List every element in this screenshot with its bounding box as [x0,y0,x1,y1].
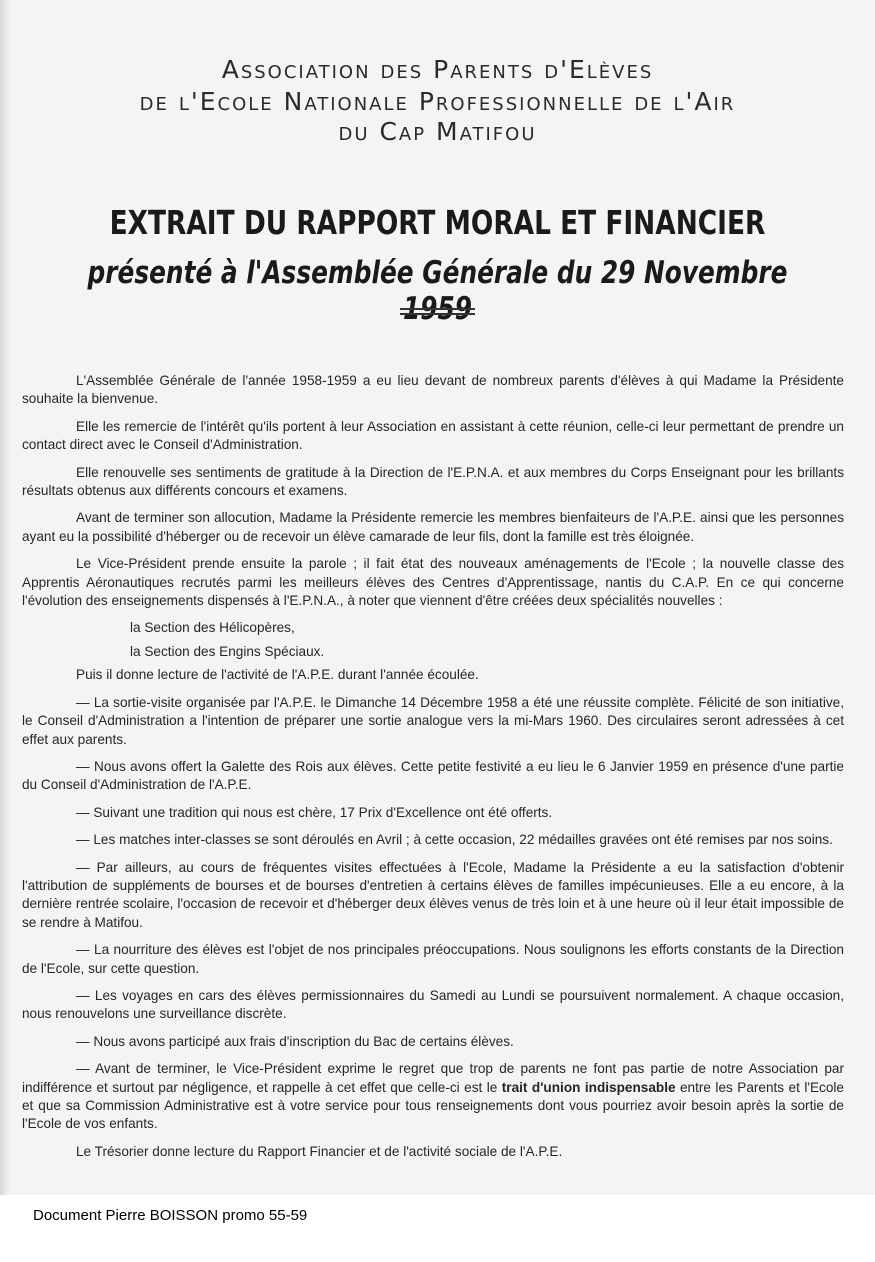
paragraph: Le Trésorier donne lecture du Rapport Financier et de l'activité sociale de l'A.P.E. [76,1143,563,1159]
association-name-line-2: de l'Ecole Nationale Professionnelle de l'Air [139,87,736,116]
association-name-line-3: du Cap Matifou [338,117,537,146]
paragraph: — Par ailleurs, au cours de fréquentes visites effectuées à l'Ecole, Madame la Présidente a eu la satisfaction d'obtenir l'attribution de suppléments de bourses et de bourses d'entretien à certains élèves de familles impécunieuses. Elle a eu encore, à la dernière rentrée scolaire, l'occasion de recevoir et d'héberger deux élèves venus de très loin et à une heure où il leur était impossible de se rendre à Matifou. [22,859,844,930]
page-bottom-margin [0,1195,875,1262]
paragraph: Le Vice-Président prende ensuite la parole ; il fait état des nouveaux aménagements de l'Ecole ; la nouvelle classe des Apprentis Aéronautiques recrutés parmi les meilleurs élèves des Centres d'Apprentissage, nantis du C.A.P. En ce qui concerne l'évolution des enseignements dispensés à l'E.P.N.A., à noter que viennent d'être créées deux spécialités nouvelles : [22,556,844,609]
paragraph-text: entre les Parents et l'Ecole et que sa Commission Administrative est à votre service pour tous renseignements dont vous pourriez avoir besoin après la sortie de l'Ecole de vos enfants. [22,1079,844,1132]
paragraph-text: — Avant de terminer, le Vice-Président exprime le regret que trop de parents ne font pas partie de notre Association par indifférence et surtout par négligence, et rappelle à cet effet que celle-ci est le [22,1061,844,1095]
title-underline-bottom [400,313,475,315]
paragraph: Elle les remercie de l'intérêt qu'ils portent à leur Association en assistant à cette réunion, celle-ci leur permettant de prendre un contact direct avec le Conseil d'Administration. [22,418,844,453]
paragraph [22,1060,844,1134]
title-underline-top [400,308,475,310]
scan-shadow-edge [0,0,10,1200]
paragraph: — Les matches inter-classes se sont déroulés en Avril ; à cette occasion, 22 médailles gravées ont été remises par nos soins. [76,832,833,848]
paragraph: — La sortie-visite organisée par l'A.P.E. le Dimanche 14 Décembre 1958 a été une réussite complète. Félicité de son initiative, le Conseil d'Administration a l'intention de préparer une sortie analogue vers la mi-Mars 1960. Des circulaires seront adressées à cet effet aux parents. [22,694,844,747]
paragraph: L'Assemblée Générale de l'année 1958-1959 a eu lieu devant de nombreux parents d'élèves à qui Madame la Présidente souhaite la bienvenue. [22,373,844,407]
report-body [22,372,844,1170]
emphasis-text: trait d'union indispensable [501,1079,676,1095]
document-credit: Document Pierre BOISSON promo 55-59 [33,1207,308,1224]
paragraph: — Les voyages en cars des élèves permissionnaires du Samedi au Lundi se poursuivent normalement. A chaque occasion, nous renouvelons une surveillance discrète. [22,987,844,1022]
paragraph: — Suivant une tradition qui nous est chère, 17 Prix d'Excellence ont été offerts. [76,804,553,820]
paragraph: — Nous avons offert la Galette des Rois aux élèves. Cette petite festivité a eu lieu le 6 Janvier 1959 en présence d'une partie du Conseil d'Administration de l'A.P.E. [22,758,844,793]
paragraph: — La nourriture des élèves est l'objet de nos principales préoccupations. Nous soulignons les efforts constants de la Direction de l'Ecole, sur cette question. [22,942,844,976]
report-subtitle: présenté à l'Assemblée Générale du 29 Novembre [87,255,788,291]
report-title: EXTRAIT DU RAPPORT MORAL ET FINANCIER [109,203,766,242]
list-item: la Section des Engins Spéciaux. [130,643,325,659]
list-item: la Section des Hélicopères, [130,620,295,636]
paragraph: Avant de terminer son allocution, Madame la Présidente remercie les membres bienfaiteurs de l'A.P.E. ainsi que les personnes ayant eu la possibilité d'héberger ou de recevoir un élève camarade de leur fils, dont la famille est très éloignée. [22,510,844,544]
paragraph: Elle renouvelle ses sentiments de gratitude à la Direction de l'E.P.N.A. et aux membres du Corps Enseignant pour les brillants résultats obtenus aux différents concours et examens. [22,464,844,499]
paragraph: — Nous avons participé aux frais d'inscription du Bac de certains élèves. [76,1033,514,1049]
association-name-line-1: Association des Parents d'Elèves [221,55,654,84]
paragraph: Puis il donne lecture de l'activité de l'A.P.E. durant l'année écoulée. [76,667,479,683]
